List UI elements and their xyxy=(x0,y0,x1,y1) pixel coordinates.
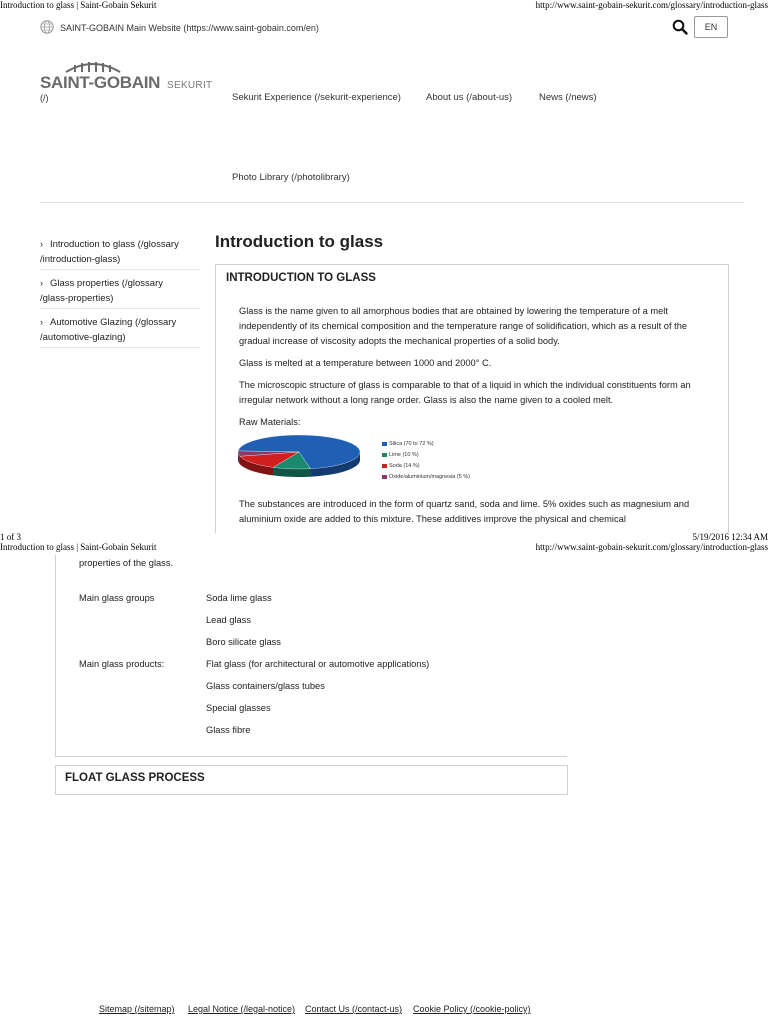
sidebar-divider xyxy=(40,308,200,309)
legend-item-oxide: Oxide/aluminium/magnesia (5 %) xyxy=(382,471,470,482)
main-glass-groups-label: Main glass groups xyxy=(79,593,155,603)
sidebar-divider xyxy=(40,269,200,270)
nav-sekurit-experience[interactable]: Sekurit Experience (/sekurit-experience) xyxy=(232,92,401,103)
glass-product-item: Special glasses xyxy=(206,703,271,713)
main-glass-products-label: Main glass products: xyxy=(79,659,165,669)
nav-about-us[interactable]: About us (/about-us) xyxy=(426,92,513,103)
paragraph-substances-end: properties of the glass. xyxy=(79,558,174,568)
float-glass-title[interactable]: FLOAT GLASS PROCESS xyxy=(65,772,205,784)
card-title[interactable]: INTRODUCTION TO GLASS xyxy=(226,272,376,284)
paragraph-definition: Glass is the name given to all amorphous bodies that are obtained by lowering the temperature of a melt independently of its chemical composition and the temperature range of solidification, which as a result of the gradual increase of viscosity adopts the mechanical properties of a solid body. xyxy=(239,306,688,346)
brand-logo[interactable]: SAINT-GOBAIN xyxy=(40,73,161,92)
footer-legal-notice-link[interactable]: Legal Notice (/legal-notice) xyxy=(188,1004,296,1014)
legend-item-lime: Lime (10 %) xyxy=(382,449,470,460)
legend-item-soda: Soda (14 %) xyxy=(382,460,470,471)
language-label: EN xyxy=(704,22,718,32)
legend-item-silica: Silica (70 to 72 %) xyxy=(382,438,470,449)
header-divider xyxy=(40,202,744,203)
print-header-url-2: http://www.saint-gobain-sekurit.com/glossary/introduction-glass xyxy=(535,542,768,552)
glass-group-item: Soda lime glass xyxy=(206,593,272,603)
print-date: 5/19/2016 12:34 AM xyxy=(692,532,768,542)
glass-product-item: Glass fibre xyxy=(206,725,251,735)
sidebar-divider xyxy=(40,347,200,348)
chevron-right-icon: › xyxy=(40,317,43,327)
chevron-right-icon: › xyxy=(40,278,43,288)
legend-swatch xyxy=(382,475,387,479)
paragraph-melting: Glass is melted at a temperature between 1000 and 2000° C. xyxy=(239,358,492,368)
raw-materials-label: Raw Materials: xyxy=(239,417,301,427)
print-header-title-2: Introduction to glass | Saint-Gobain Sekurit xyxy=(0,542,157,552)
brand-sub: SEKURIT xyxy=(167,80,213,91)
print-header-url: http://www.saint-gobain-sekurit.com/glossary/introduction-glass xyxy=(535,0,768,10)
language-button[interactable] xyxy=(694,16,728,38)
sidebar-item-glass-properties[interactable]: › Glass properties (/glossary /glass-properties) xyxy=(40,278,163,304)
chevron-right-icon: › xyxy=(40,239,43,249)
nav-photo-library[interactable]: Photo Library (/photolibrary) xyxy=(232,172,350,183)
footer-contact-link[interactable]: Contact Us (/contact-us) xyxy=(305,1004,403,1014)
footer-sitemap-link[interactable]: Sitemap (/sitemap) xyxy=(99,1004,175,1014)
search-icon[interactable] xyxy=(672,19,688,40)
legend-swatch xyxy=(382,453,387,457)
card-bottom-border xyxy=(55,756,567,757)
footer-cookie-policy-link[interactable]: Cookie Policy (/cookie-policy) xyxy=(413,1004,531,1014)
paragraph-structure: The microscopic structure of glass is comparable to that of a liquid in which the individual constituents form an irregular network without a long range order. Glass is also the name given to a cooled melt. xyxy=(239,380,691,405)
nav-news[interactable]: News (/news) xyxy=(539,92,597,103)
sidebar-item-automotive-glazing[interactable]: › Automotive Glazing (/glossary /automotive-glazing) xyxy=(40,317,177,343)
glass-group-item: Boro silicate glass xyxy=(206,637,281,647)
paragraph-substances: The substances are introduced in the form of quartz sand, soda and lime. 5% oxides such as magnesium and aluminium oxide are added to this mixture. These additives improve the physical and chemical xyxy=(239,499,690,524)
glass-product-item: Glass containers/glass tubes xyxy=(206,681,325,691)
print-page-count: 1 of 3 xyxy=(0,532,21,542)
legend-swatch xyxy=(382,464,387,468)
glass-group-item: Lead glass xyxy=(206,615,251,625)
glass-product-item: Flat glass (for architectural or automotive applications) xyxy=(206,659,430,669)
main-website-link[interactable]: SAINT-GOBAIN Main Website (https://www.saint-gobain.com/en) xyxy=(60,23,319,33)
logo-home-link[interactable]: (/) xyxy=(40,93,49,103)
print-header-title: Introduction to glass | Saint-Gobain Sekurit xyxy=(0,0,157,10)
raw-materials-pie-chart xyxy=(237,435,367,496)
page-title: Introduction to glass xyxy=(215,232,384,251)
legend-swatch xyxy=(382,442,387,446)
globe-icon xyxy=(40,20,54,39)
sidebar-item-introduction-glass[interactable]: › Introduction to glass (/glossary /introduction-glass) xyxy=(40,239,179,265)
card-left-border xyxy=(55,555,56,757)
chart-legend xyxy=(382,438,470,482)
